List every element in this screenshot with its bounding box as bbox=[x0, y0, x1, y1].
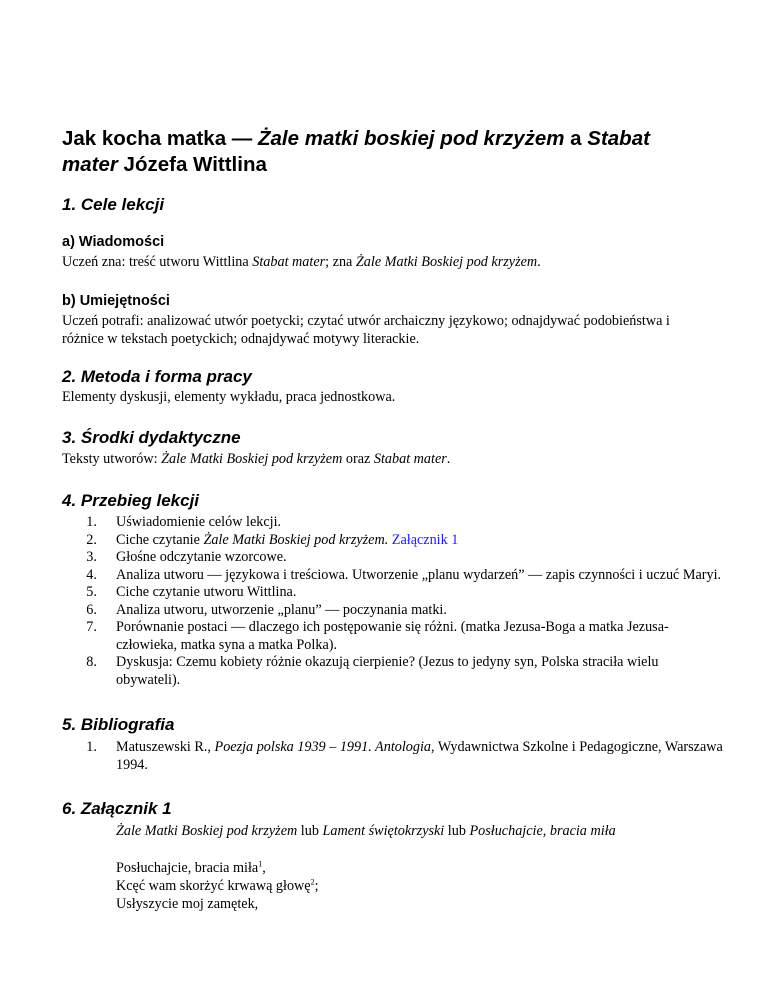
verse-line: Posłuchajcie, bracia miła$^1$, bbox=[116, 859, 266, 876]
subheading-skills: b) Umiejętności bbox=[62, 293, 170, 309]
list-item: 7. Porównanie postaci — dlaczego ich postępowanie się różni. (matka Jezusa-Boga a matka Jezusa-człowieka, matka syna a matka Polka). bbox=[104, 619, 724, 654]
appendix-title-line: Żale Matki Boskiej pod krzyżem lub Lament świętokrzyski lub Posłuchajcie, bracia miła bbox=[116, 823, 616, 839]
list-item: 3. Głośne odczytanie wzorcowe. bbox=[104, 549, 724, 567]
list-item: 5. Ciche czytanie utworu Wittlina. bbox=[104, 584, 724, 602]
subheading-knowledge: a) Wiadomości bbox=[62, 234, 165, 250]
list-item: 2. Ciche czytanie Żale Matki Boskiej pod krzyżem. Załącznik 1 bbox=[104, 532, 724, 550]
section-heading-resources: 3. Środki dydaktyczne bbox=[62, 428, 241, 447]
bibliography-list bbox=[62, 739, 724, 774]
resources-text: Teksty utworów: Żale Matki Boskiej pod krzyżem oraz Stabat mater. bbox=[62, 451, 451, 467]
section-heading-lesson-flow: 4. Przebieg lekcji bbox=[62, 491, 200, 510]
verse-line: Kcęć wam skorżyć krwawą głowę$^2$; bbox=[116, 877, 319, 894]
list-item: 8. Dyskusja: Czemu kobiety różnie okazują cierpienie? (Jezus to jedyny syn, Polska straciła wielu obywateli). bbox=[104, 654, 724, 689]
section-heading-appendix: 6. Załącznik 1 bbox=[62, 799, 172, 818]
appendix-link[interactable]: Załącznik 1 bbox=[391, 531, 459, 548]
method-text: Elementy dyskusji, elementy wykładu, praca jednostkowa. bbox=[62, 389, 396, 405]
section-heading-method: 2. Metoda i forma pracy bbox=[62, 367, 252, 386]
lesson-steps-list bbox=[62, 514, 724, 689]
verse-line: Usłyszycie moj zamętek, bbox=[116, 896, 259, 912]
list-item: 1. Uświadomienie celów lekcji. bbox=[104, 514, 724, 532]
list-item: 4. Analiza utworu — językowa i treściowa. Utworzenie „planu wydarzeń” — zapis czynności i uczuć Maryi. bbox=[104, 567, 724, 585]
skills-text: Uczeń potrafi: analizować utwór poetycki; czytać utwór archaiczny językowo; odnajdywać podobieństwa i różnice w tekstach poetyckich; odnajdywać motywy literackie. bbox=[62, 313, 670, 347]
section-heading-bibliography: 5. Bibliografia bbox=[62, 715, 175, 734]
list-item: 1. Matuszewski R., Poezja polska 1939 – 1991. Antologia, Wydawnictwa Szkolne i Pedagogiczne, Warszawa 1994. bbox=[104, 739, 724, 774]
list-item: 6. Analiza utworu, utworzenie „planu” — poczynania matki. bbox=[104, 602, 724, 620]
section-heading-goals: 1. Cele lekcji bbox=[62, 195, 165, 214]
knowledge-text: Uczeń zna: treść utworu Wittlina Stabat mater; zna Żale Matki Boskiej pod krzyżem. bbox=[62, 254, 541, 270]
page-title: Jak kocha matka — Żale matki boskiej pod krzyżem a Stabat mater Józefa Wittlina bbox=[62, 127, 650, 176]
